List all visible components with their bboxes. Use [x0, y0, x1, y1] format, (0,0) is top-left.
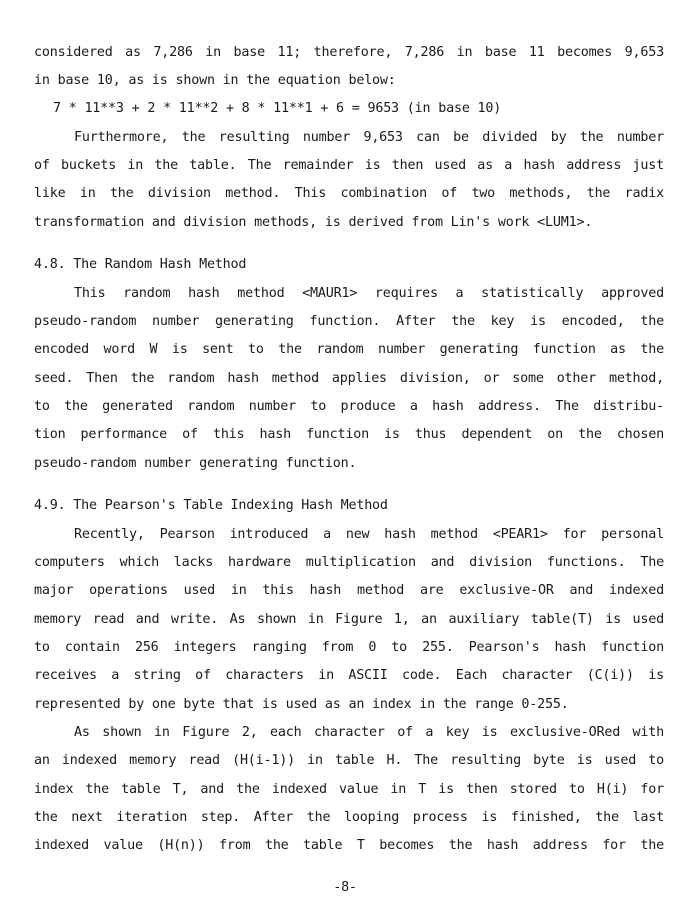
text-line: transformation and division methods, is derived from Lin's work <LUM1>.	[34, 215, 593, 230]
text-line: computers which lacks hardware multiplication and division functions. The	[34, 555, 664, 570]
text-line: in base 10, as is shown in the equation below:	[34, 73, 396, 88]
text-line: As shown in Figure 2, each character of a key is exclusive-ORed with	[74, 725, 664, 740]
text-line: pseudo-random number generating function.	[34, 456, 357, 471]
text-line: memory read and write. As shown in Figure 1, an auxiliary table(T) is used	[34, 612, 664, 627]
text-line: indexed value (H(n)) from the table T becomes the hash address for the	[34, 838, 664, 853]
text-line: pseudo-random number generating function. After the key is encoded, the	[34, 314, 664, 329]
equation-line: 7 * 11**3 + 2 * 11**2 + 8 * 11**1 + 6 = 9653 (in base 10)	[53, 101, 502, 116]
text-line: major operations used in this hash method are exclusive-OR and indexed	[34, 583, 664, 598]
text-line: represented by one byte that is used as an index in the range 0-255.	[34, 697, 569, 712]
text-line: to the generated random number to produce a hash address. The distribu-	[34, 399, 664, 414]
text-line: encoded word W is sent to the random number generating function as the	[34, 342, 664, 357]
text-line: an indexed memory read (H(i-1)) in table H. The resulting byte is used to	[34, 753, 664, 768]
text-line: index the table T, and the indexed value in T is then stored to H(i) for	[34, 782, 664, 797]
text-line: like in the division method. This combination of two methods, the radix	[34, 186, 664, 201]
text-line: tion performance of this hash function is thus dependent on the chosen	[34, 427, 664, 442]
text-line: receives a string of characters in ASCII code. Each character (C(i)) is	[34, 668, 664, 683]
text-line: This random hash method <MAUR1> requires a statistically approved	[74, 286, 664, 301]
section-heading: 4.9. The Pearson's Table Indexing Hash Method	[34, 498, 388, 513]
text-line: the next iteration step. After the looping process is finished, the last	[34, 810, 664, 825]
text-line: Recently, Pearson introduced a new hash method <PEAR1> for personal	[74, 527, 664, 542]
text-line: seed. Then the random hash method applies division, or some other method,	[34, 371, 664, 386]
text-line: considered as 7,286 in base 11; therefore, 7,286 in base 11 becomes 9,653	[34, 45, 664, 60]
text-line: to contain 256 integers ranging from 0 to 255. Pearson's hash function	[34, 640, 664, 655]
text-line: Furthermore, the resulting number 9,653 can be divided by the number	[74, 130, 664, 145]
page-number: -8-	[333, 880, 357, 895]
section-heading: 4.8. The Random Hash Method	[34, 257, 247, 272]
text-line: of buckets in the table. The remainder is then used as a hash address just	[34, 158, 664, 173]
